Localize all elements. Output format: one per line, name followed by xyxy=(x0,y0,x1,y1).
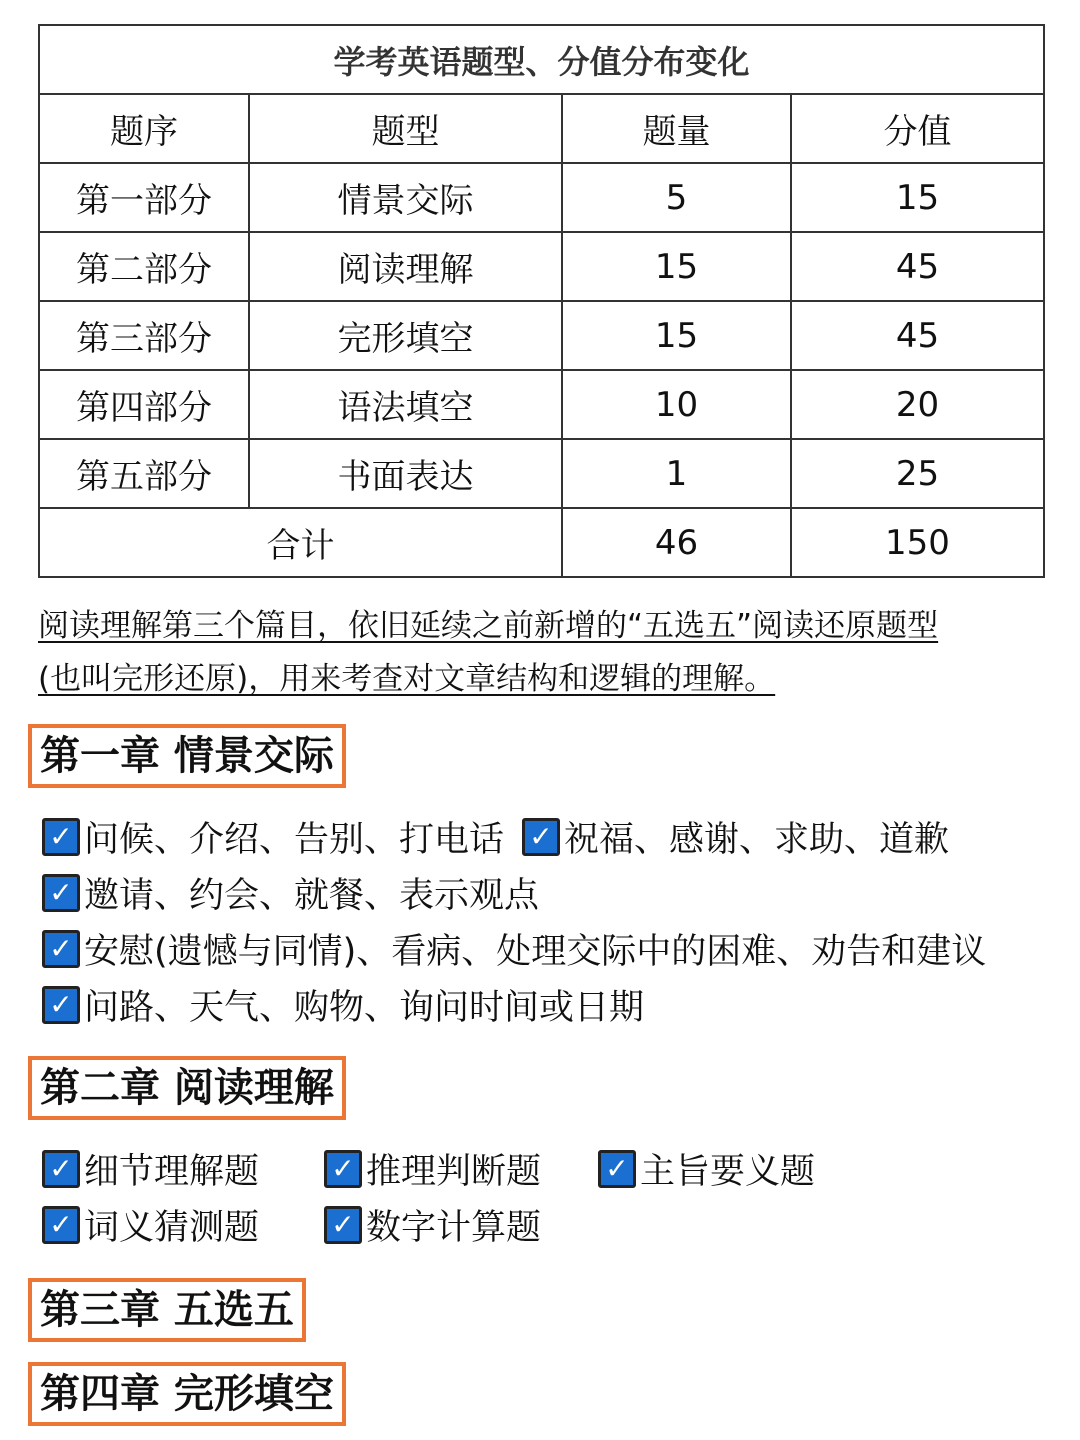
table-cell: 15 xyxy=(562,232,791,301)
chapter-heading: 第二章 阅读理解 xyxy=(28,1056,346,1120)
table-cell: 语法填空 xyxy=(249,370,562,439)
checklist-line xyxy=(42,812,949,862)
table-cell: 第二部分 xyxy=(39,232,249,301)
checklist-item: 祝福、感谢、求助、道歉 xyxy=(564,820,950,860)
table-cell: 15 xyxy=(791,163,1044,232)
checklist-item: 词义猜测题 xyxy=(84,1208,260,1248)
header-cell: 题序 xyxy=(39,94,249,163)
checkbox-checked-icon[interactable]: ✓ xyxy=(42,818,80,856)
note-line: (也叫完形还原)，用来考查对文章结构和逻辑的理解。 xyxy=(38,661,776,697)
note-line: 阅读理解第三个篇目，依旧延续之前新增的“五选五”阅读还原题型 xyxy=(38,608,939,644)
table-row xyxy=(39,232,1044,301)
header-cell: 分值 xyxy=(791,94,1044,163)
checklist-item: 安慰(遗憾与同情)、看病、处理交际中的困难、劝告和建议 xyxy=(84,932,987,972)
checkbox-checked-icon[interactable]: ✓ xyxy=(598,1150,636,1188)
checkbox-checked-icon[interactable]: ✓ xyxy=(42,1206,80,1244)
table-cell: 第三部分 xyxy=(39,301,249,370)
checklist-line xyxy=(42,924,986,974)
table-row xyxy=(39,301,1044,370)
checkbox-checked-icon[interactable]: ✓ xyxy=(522,818,560,856)
note-paragraph xyxy=(38,600,1038,706)
checklist-line xyxy=(42,868,539,918)
total-count: 46 xyxy=(562,508,791,577)
checklist-item: 问候、介绍、告别、打电话 xyxy=(84,820,505,860)
table-row xyxy=(39,370,1044,439)
total-score: 150 xyxy=(791,508,1044,577)
table-cell: 45 xyxy=(791,232,1044,301)
checklist-line xyxy=(42,980,644,1030)
table-row xyxy=(39,163,1044,232)
checklist-item: 数字计算题 xyxy=(366,1208,542,1248)
checkbox-checked-icon[interactable]: ✓ xyxy=(42,1150,80,1188)
chapter-heading: 第三章 五选五 xyxy=(28,1278,306,1342)
table-header-row xyxy=(39,94,1044,163)
table-title-row xyxy=(39,25,1044,94)
header-cell: 题量 xyxy=(562,94,791,163)
table-cell: 15 xyxy=(562,301,791,370)
table-cell: 1 xyxy=(562,439,791,508)
checkbox-checked-icon[interactable]: ✓ xyxy=(42,874,80,912)
table-cell: 10 xyxy=(562,370,791,439)
table-cell: 情景交际 xyxy=(249,163,562,232)
checkbox-checked-icon[interactable]: ✓ xyxy=(42,930,80,968)
checkbox-checked-icon[interactable]: ✓ xyxy=(42,986,80,1024)
table-cell: 第五部分 xyxy=(39,439,249,508)
table-cell: 书面表达 xyxy=(249,439,562,508)
checklist-item: 细节理解题 xyxy=(84,1152,260,1192)
checklist-line xyxy=(42,1200,541,1250)
table-cell: 45 xyxy=(791,301,1044,370)
checkbox-checked-icon[interactable]: ✓ xyxy=(324,1206,362,1244)
table-title: 学考英语题型、分值分布变化 xyxy=(39,25,1044,94)
checklist-item: 主旨要义题 xyxy=(640,1152,816,1192)
checklist-item: 问路、天气、购物、询问时间或日期 xyxy=(84,988,645,1028)
chapter-heading: 第一章 情景交际 xyxy=(28,724,346,788)
score-table xyxy=(38,24,1045,578)
checklist-item: 邀请、约会、就餐、表示观点 xyxy=(84,876,540,916)
table-cell: 5 xyxy=(562,163,791,232)
checklist-item: 推理判断题 xyxy=(366,1152,542,1192)
table-cell: 完形填空 xyxy=(249,301,562,370)
table-row xyxy=(39,439,1044,508)
table-cell: 20 xyxy=(791,370,1044,439)
header-cell: 题型 xyxy=(249,94,562,163)
table-cell: 阅读理解 xyxy=(249,232,562,301)
table-cell: 第一部分 xyxy=(39,163,249,232)
total-label: 合计 xyxy=(39,508,562,577)
checkbox-checked-icon[interactable]: ✓ xyxy=(324,1150,362,1188)
checklist-line xyxy=(42,1144,815,1194)
table-cell: 25 xyxy=(791,439,1044,508)
table-cell: 第四部分 xyxy=(39,370,249,439)
table-total-row xyxy=(39,508,1044,577)
chapter-heading: 第四章 完形填空 xyxy=(28,1362,346,1426)
